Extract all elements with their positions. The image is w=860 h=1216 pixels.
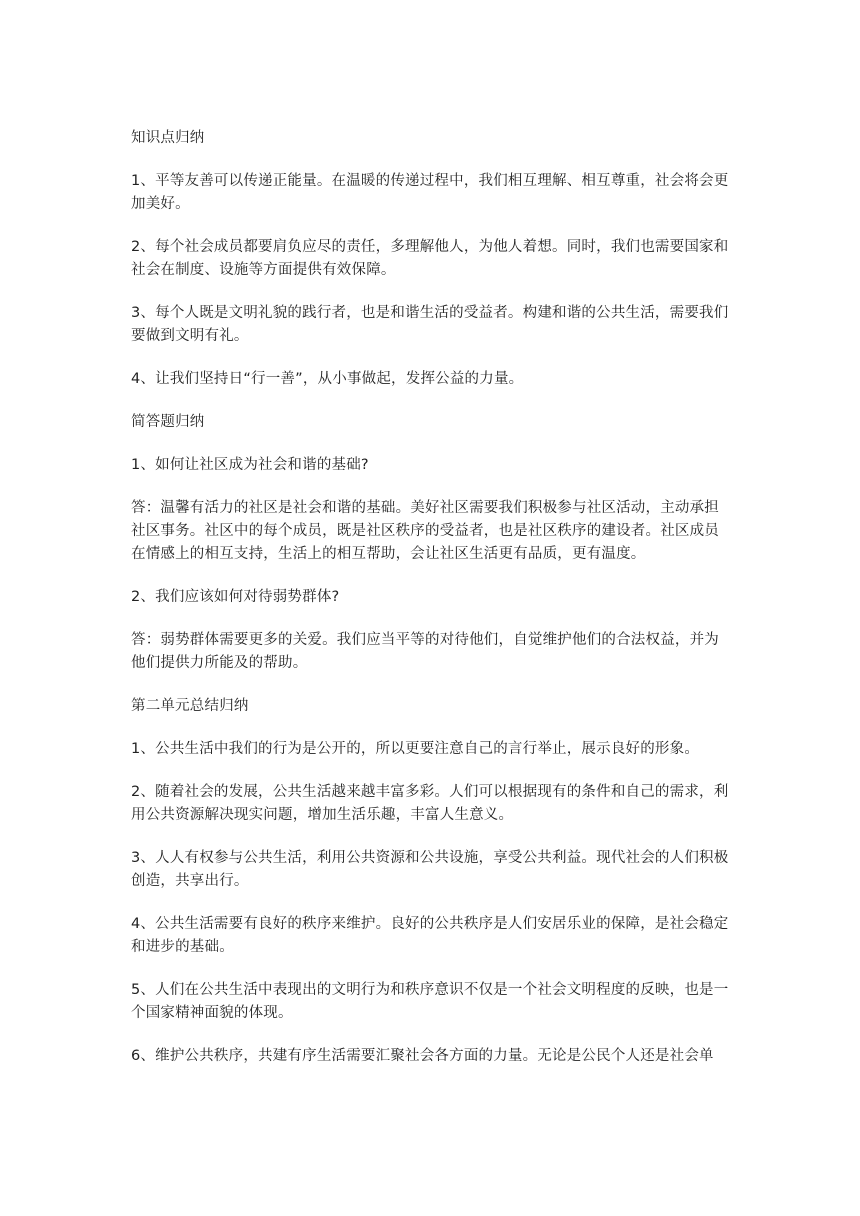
knowledge-item-3: 3、每个人既是文明礼貌的践行者，也是和谐生活的受益者。构建和谐的公共生活，需要我们要做到文明有礼。: [131, 305, 729, 344]
question-2: 2、我们应该如何对待弱势群体?: [131, 589, 340, 605]
unit-two-item-2: 2、随着社会的发展，公共生活越来越丰富多彩。人们可以根据现有的条件和自己的需求，利用公共资源解决现实问题，增加生活乐趣，丰富人生意义。: [131, 784, 729, 823]
knowledge-item-1: 1、平等友善可以传递正能量。在温暖的传递过程中，我们相互理解、相互尊重，社会将会更加美好。: [131, 173, 729, 212]
section-heading-unit-two: 第二单元总结归纳: [131, 698, 249, 714]
unit-two-item-4: 4、公共生活需要有良好的秩序来维护。良好的公共秩序是人们安居乐业的保障，是社会稳定和进步的基础。: [131, 916, 729, 955]
knowledge-item-2: 2、每个社会成员都要肩负应尽的责任，多理解他人，为他人着想。同时，我们也需要国家和社会在制度、设施等方面提供有效保障。: [131, 239, 729, 278]
unit-two-item-5: 5、人们在公共生活中表现出的文明行为和秩序意识不仅是一个社会文明程度的反映，也是一个国家精神面貌的体现。: [131, 982, 729, 1021]
section-heading-short-answer: 简答题归纳: [131, 414, 205, 430]
unit-two-item-1: 1、公共生活中我们的行为是公开的，所以更要注意自己的言行举止，展示良好的形象。: [131, 741, 700, 757]
section-heading-knowledge: 知识点归纳: [131, 130, 205, 146]
unit-two-item-6: 6、维护公共秩序，共建有序生活需要汇聚社会各方面的力量。无论是公民个人还是社会单: [131, 1048, 714, 1064]
knowledge-item-4: 4、让我们坚持日“行一善”，从小事做起，发挥公益的力量。: [131, 371, 524, 387]
document-page: [131, 127, 731, 1088]
answer-1: 答：温馨有活力的社区是社会和谐的基础。美好社区需要我们积极参与社区活动，主动承担社区事务。社区中的每个成员，既是社区秩序的受益者，也是社区秩序的建设者。社区成员在情感上的相互支持，生活上的相互帮助，会让社区生活更有品质，更有温度。: [131, 500, 719, 562]
question-1: 1、如何让社区成为社会和谐的基础?: [131, 457, 369, 473]
answer-2: 答：弱势群体需要更多的关爱。我们应当平等的对待他们，自觉维护他们的合法权益，并为他们提供力所能及的帮助。: [131, 632, 719, 671]
unit-two-item-3: 3、人人有权参与公共生活，利用公共资源和公共设施，享受公共利益。现代社会的人们积极创造，共享出行。: [131, 850, 729, 889]
